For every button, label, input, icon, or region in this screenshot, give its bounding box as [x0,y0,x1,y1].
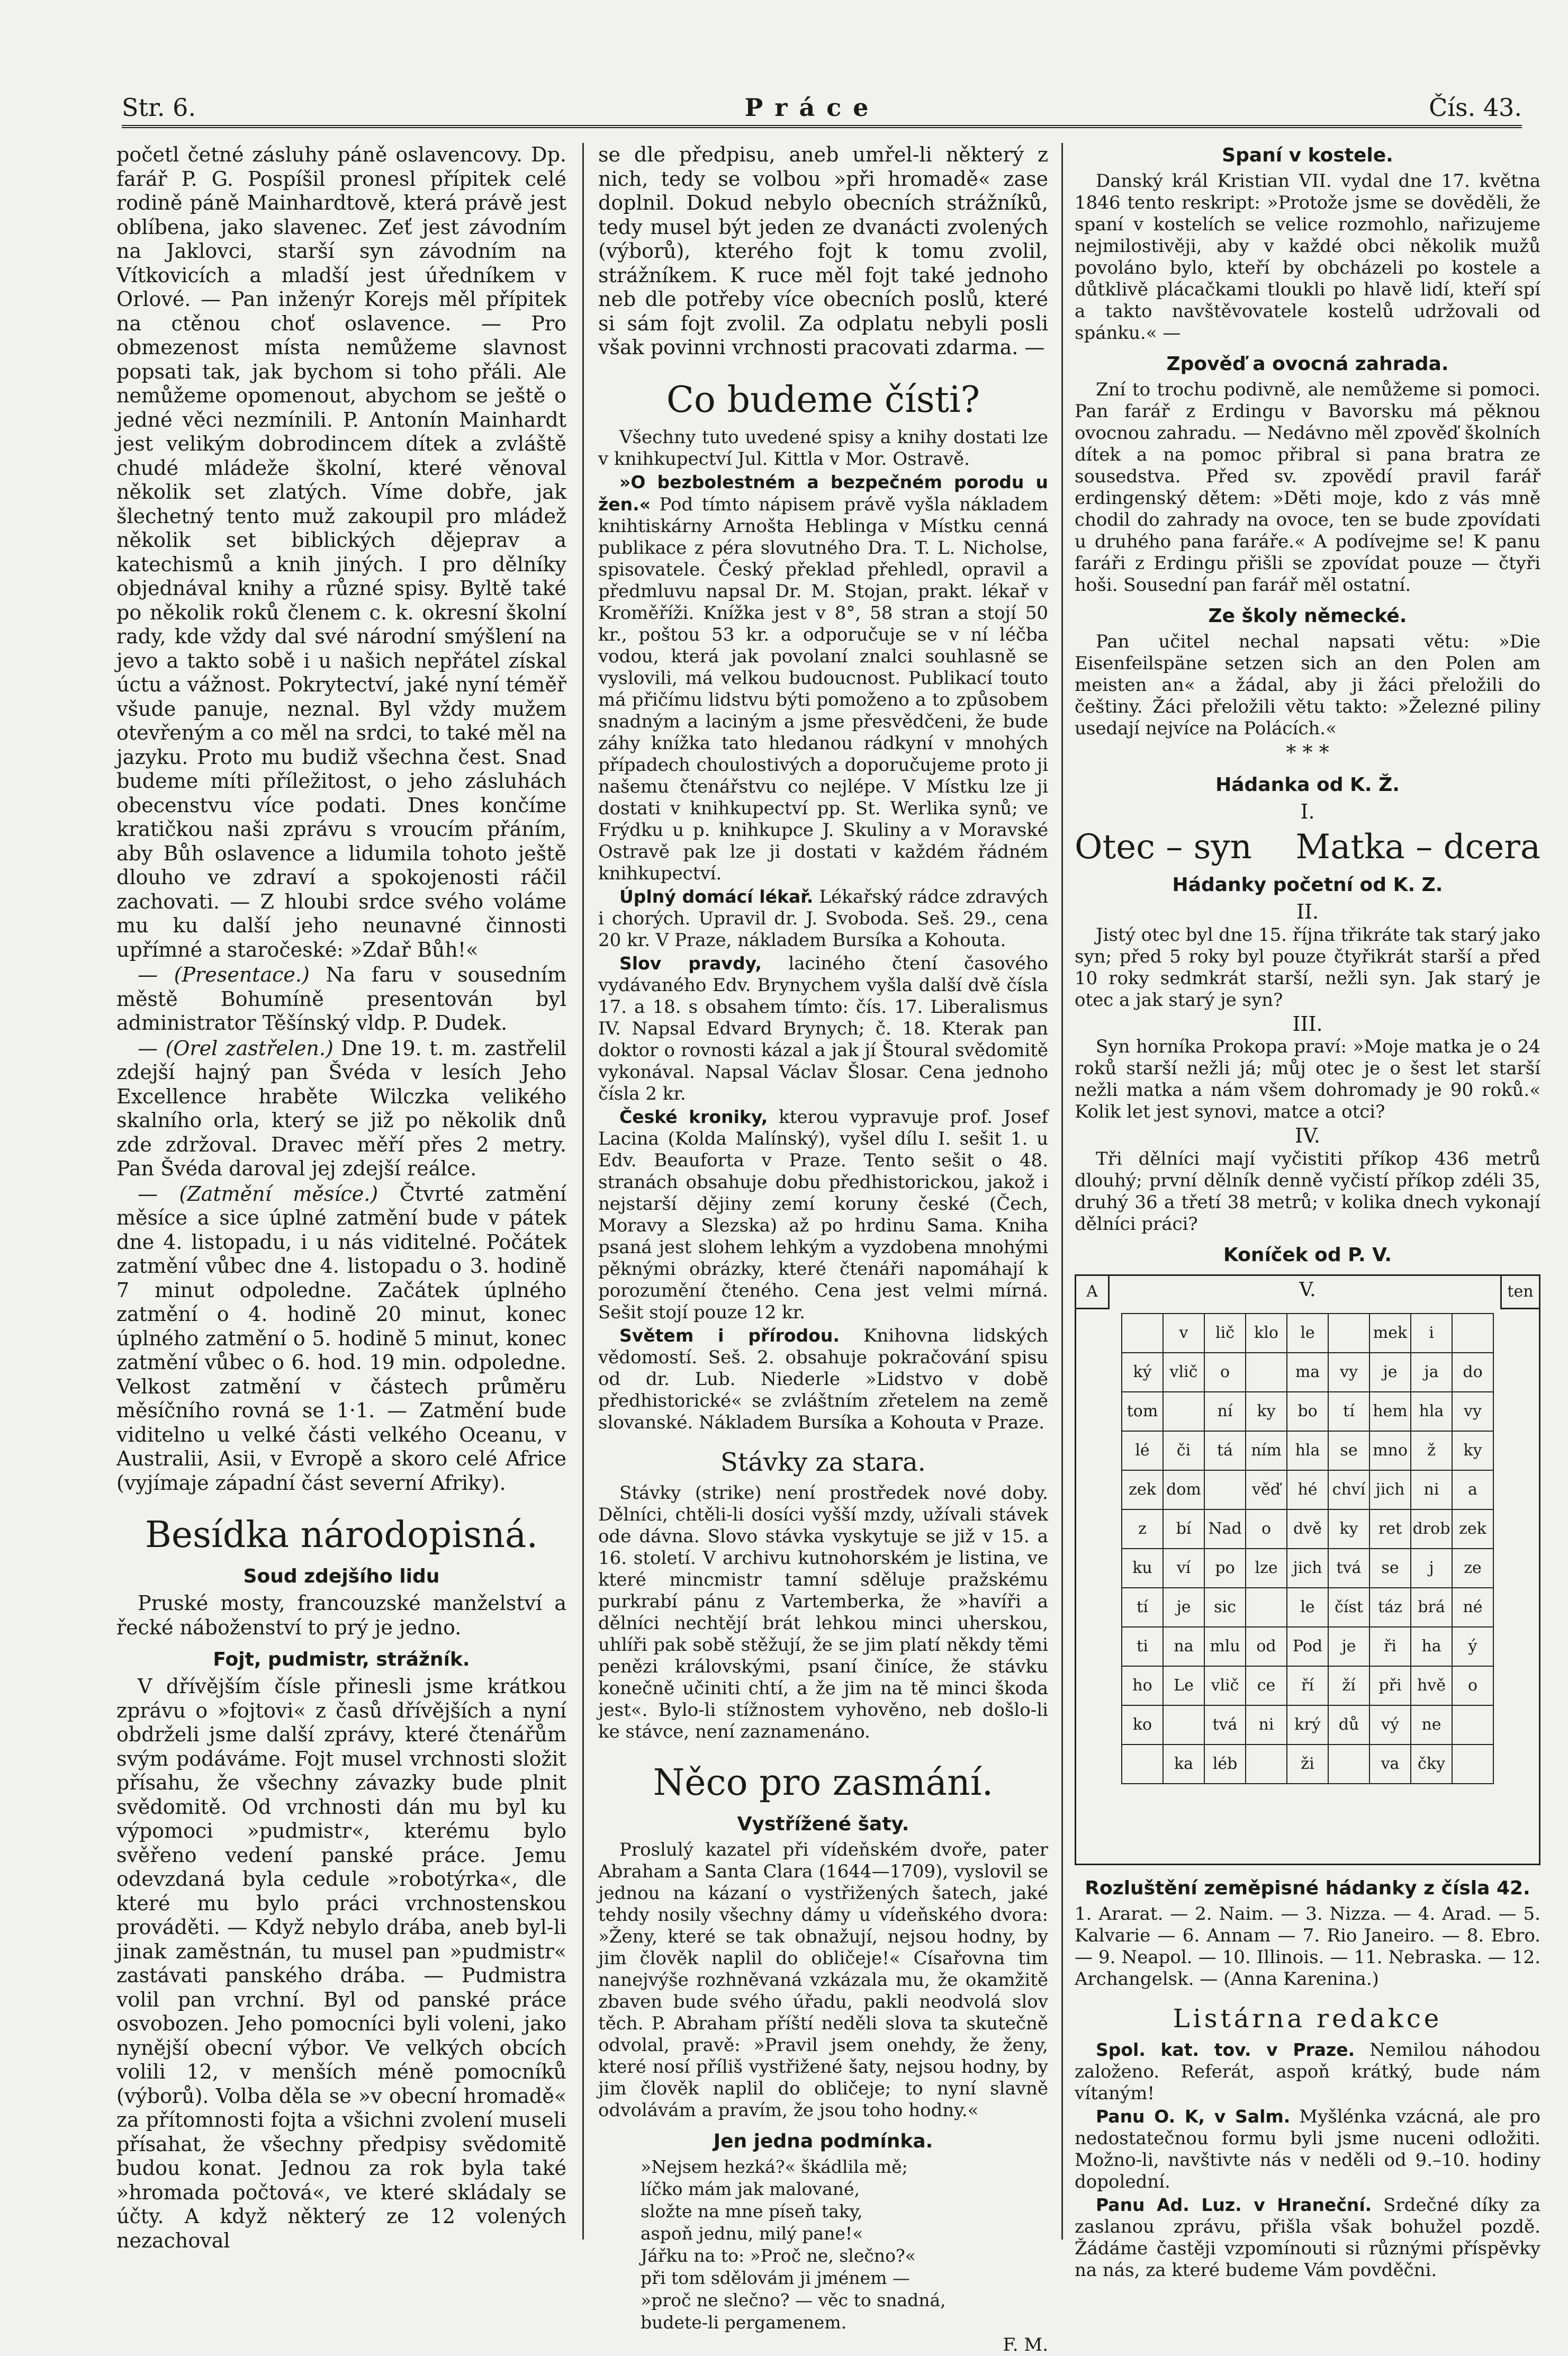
grid-cell [1246,1744,1287,1784]
grid-cell [1246,1588,1287,1627]
grid-cell: brá [1411,1588,1452,1627]
grid-cell [1452,1705,1493,1744]
grid-cell: krý [1287,1705,1328,1744]
news-text: Dne 19. t. m. zastřelil zdejší hajný pan Švéda v lesích Jeho Excellence hraběte Wilczka velikého skalního orla, který se již po několik dnů zde zdržoval. Dravec měří přes 2 metry. Pan Švéda daroval jej zdejší reálce. [116,1036,566,1180]
letter-addressee: Panu Ad. Luz. v Hraneční. [1096,2194,1372,2215]
subheading-spani: Spaní v kostele. [1222,145,1393,166]
solution-text: 1. Ararat. — 2. Naim. — 3. Nizza. — 4. Arad. — 5. Kalvarie — 6. Annam — 7. Rio Janeiro. — 8. Ebro. — 9. Neapol. — 10. Illinois. — 11. Nebraska. — 12. Archangelsk. — (Anna Karenina.) [1075,1903,1540,1990]
grid-cell: ky [1452,1431,1493,1470]
subheading-saty: Vystřížené šaty. [737,1813,909,1835]
grid-cell: ku [1122,1549,1163,1588]
page-number: Str. 6. [122,93,196,122]
book-title: »O bezbolestném a bezpečném porodu u žen.« [598,471,1048,515]
article-paragraph: V dřívějším čísle přinesli jsme krátkou zprávu o »fojtovi« z časů dřívějších a nyní obdrželi jsme další zprávy, které čtenářům svým podáváme. Fojt musel vrchnosti složit přísahu, že všechny závazky bude plnit svědomitě. Od vrchnosti dán mu byl ku výpomoci »pudmistr«, kterému bylo svěřeno vedení panské práce. Jemu odevzdaná byla cedule »robotýrka«, dle které mu bylo práci vrchnostenskou prováděti. — Když nebylo drába, aneb byl-li jinak zaměstnán, tu musel pan »pudmistr« zastávati panského drába. — Pudmistra volil pan vrchní. Byl od panské práce osvobozen. Jeho pomocníci byli voleni, jako nynější obecní výbor. Ve velkých obcích volili 12, v menších méně pomocníků (výborů). Volba děla se »v obecní hromadě« za přítomnosti fojta a všichni zvolení museli přísahat, že všechny předpisy svědomitě budou konat. Jednou za rok byla také »hromada počtová«, ve které skládaly se účty. A když některý ze 12 volených nezachoval [116,1675,566,2252]
grid-cell: hla [1411,1392,1452,1431]
letter-text: Nemilou náhodou založeno. Referát, aspoň krátký, bude nám vítaným! [1075,2039,1540,2104]
grid-row [1122,1470,1493,1509]
roman-numeral: III. [1292,1012,1323,1036]
grid-cell: o [1246,1509,1287,1549]
grid-cell: do [1452,1353,1493,1392]
grid-cell: je [1163,1588,1204,1627]
grid-cell: ví [1163,1549,1204,1588]
grid-cell [1163,1392,1204,1431]
column-right [1075,143,1540,2281]
grid-cell: ni [1246,1705,1287,1744]
subheading-konicek: Koníček od P. V. [1223,1244,1392,1266]
grid-cell: vlič [1204,1666,1246,1705]
grid-cell: Pod [1287,1627,1328,1666]
book-text: kterou vypravuje prof. Josef Lacina (Kolda Malínský), vyšel dílu I. sešit 1. u Edv. Beauforta v Praze. Tento sešit o 48. stranách obsahuje dobu předhistorickou, jakož i nejstarší dějiny zemí koruny české (Čech, Moravy a Slezska) až po hrdinu Sama. Kniha psaná jest slohem lehkým a vyzdobena mnohými pěknými obrázky, které čtenáři napomáhají k porozumění čteného. Cena jest velmi mírná. Sešit stojí pouze 12 kr. [598,1106,1048,1323]
subheading-soud: Soud zdejšího lidu [243,1566,440,1587]
grid-cell: mno [1369,1431,1411,1470]
book-text: laciného čtení časového vydávaného Edv. Brynychem vyšla další dvě čísla 17. a 18. s obsahem tímto: čís. 17. Liberalismus IV. Napsal Edvard Brynych; č. 18. Kterak pan doktor o rovnosti kázal a jak jí Štoural svědomitě vykonával. Napsal Václav Šlosar. Cena jednoho čísla 2 kr. [598,952,1048,1104]
grid-cell: chví [1328,1470,1369,1509]
grid-row [1122,1705,1493,1744]
grid-cell: o [1204,1353,1246,1392]
grid-cell: číst [1328,1588,1369,1627]
letter-item [1075,2106,1540,2193]
subheading-skola: Ze školy německé. [1208,605,1407,627]
book-review [598,1106,1048,1324]
grid-cell: j [1411,1549,1452,1588]
grid-cell: vy [1328,1353,1369,1392]
letter-item [1075,2039,1540,2105]
news-item-presentace [116,963,566,1036]
grid-row [1122,1509,1493,1549]
grid-cell: ží [1328,1666,1369,1705]
section-title-besidka: Besídka národopisná. [145,1514,538,1556]
grid-cell: ži [1287,1744,1328,1784]
grid-cell: bo [1287,1392,1328,1431]
grid-cell: ky [1328,1509,1369,1549]
grid-cell: dů [1328,1705,1369,1744]
grid-cell: ti [1122,1627,1163,1666]
verse-line: líčko mám jak malované, [641,2178,860,2199]
grid-cell: ja [1411,1353,1452,1392]
grid-cell [1452,1744,1493,1784]
article-paragraph: se dle předpisu, aneb umřel-li některý z nich, tedy se volbou »při hromadě« zase doplnil. Dokud nebylo obecních strážníků, tedy musel být jeden ze dvanácti zvolených (výborů), kterého fojt k tomu zvolil, strážníkem. K ruce měl fojt také jednoho neb dle potřeby více obecních poslů, které si sám fojt zvolil. Za odplatu nebyli posli však povinni vrchnosti pracovati zdarma. — [598,143,1048,359]
grid-cell: věď [1246,1470,1287,1509]
grid-cell: v [1163,1314,1204,1353]
grid-cell: ma [1287,1353,1328,1392]
grid-cell: i [1411,1314,1452,1353]
grid-cell: ha [1411,1627,1452,1666]
grid-cell: a [1452,1470,1493,1509]
newspaper-title: Práce [744,93,880,122]
grid-cell: na [1163,1627,1204,1666]
grid-cell: ký [1122,1353,1163,1392]
grid-cell: hvě [1411,1666,1452,1705]
grid-cell: po [1204,1549,1246,1588]
verse-line: »Nejsem hezká?« škádlila mě; [641,2156,908,2177]
book-title: České kroniky, [619,1106,768,1127]
grid-cell: va [1369,1744,1411,1784]
verse-signature: F. M. [1003,2334,1048,2355]
subheading-listarna: Listárna redakce [1173,2003,1443,2034]
grid-row [1122,1588,1493,1627]
book-text: Knihovna lidských vědomostí. Seš. 2. obsahuje pokračování spisu od dr. Lub. Niederle »Lidstvo v době předhistorické« se zvláštním zřetelem na země slovanské. Nákladem Bursíka a Kohouta v Praze. [598,1325,1049,1433]
grid-cell: ří [1287,1666,1328,1705]
grid-cell: ze [1452,1549,1493,1588]
article-paragraph: početl četné zásluhy páně oslavencovy. Dp. farář P. G. Pospíšil pronesl přípitek celé rodině páně Mainhardtově, která právě jest oblíbena, jako slavenec. Zeť jest závodním na Jaklovci, starší syn závodním na Vítkovicích a mladší jest úředníkem v Orlové. — Pan inženýr Korejs měl přípitek na ctěnou choť oslavence. — Pro obmezenost místa nemůžeme slavnost popsati tak, jak bychom si toho přáli. Ale nemůžeme opomenout, abychom se ještě o jedné věci nezmínili. P. Antonín Mainhardt jest velikým dobrodincem dítek a zvláště chudé mládeže školní, které věnoval několik set zlatých. Víme dobře, jak šlechetný tento muž zakoupil pro mládež několik set biblických dějeprav a katechismů a knih jiných. I pro dělníky objednával knihy a různé spisy. Byltě také po několik roků členem c. k. okresní školní rady, kde vždy dal své národní smýšlení na jevo a takto sobě i u našich nepřátel získal úctu a vážnost. Pokrytectví, jaké nyní téměř všude panuje, neznal. Byl vždy mužem otevřeným a co měl na srdci, to také měl na jazyku. Proto mu budiž všechna čest. Snad budeme míti příležitost, o jeho zásluhách obecenstvu více podati. Dnes končíme kratičkou naši zprávu s vroucím přáním, aby Bůh oslavence a lidumila tohoto ještě dlouho ve zdraví a spokojenosti ráčil zachovati. — Z hloubi srdce svého voláme mu ku další jeho neunavné činnosti upřímné a staročeské: »Zdař Bůh!« [116,143,566,961]
book-title: Úplný domácí lékař. [619,886,814,907]
grid-row [1122,1431,1493,1470]
grid-cell: Nad [1204,1509,1246,1549]
section-title-co-budeme-cisti: Co budeme čísti? [666,379,980,421]
grid-cell: ni [1411,1470,1452,1509]
grid-cell: mlu [1204,1627,1246,1666]
grid-cell: tom [1122,1392,1163,1431]
grid-cell [1122,1314,1163,1353]
grid-cell: sic [1204,1588,1246,1627]
article-paragraph: Danský král Kristian VII. vydal dne 17. května 1846 tento reskript: »Protože jsme se dověděli, že spaní v kostelích se velice rozmohlo, nařizujeme nejmilostivěji, aby v každé obci několik mužů povoláno bylo, kteří by obcházeli po kostele a důtklivě plácačkami tloukli po hlavě lidí, kteří spí a takto navštěvovatele kostelů udržovali od spánku.« — [1075,170,1540,344]
riddle-text: Syn horníka Prokopa praví: »Moje matka je o 24 roků starší nežli já; můj otec je o šest let starší nežli matka a nám všem dohromady je 90 roků.« Kolik let jest synovi, matce a otci? [1075,1036,1540,1122]
grid-cell: ne [1411,1705,1452,1744]
grid-cell: jich [1287,1549,1328,1588]
news-text: Čtvrté zatmění měsíce a sice úplné zatmění bude v pátek dne 4. listopadu, i u nás viditelné. Počátek zatmění vůbec dne 4. listopadu o 3. hodině 7 minut odpoledne. Začátek úplného zatmění o 4. hodině 20 minut, konec úplného zatmění o 5. hodině 5 minut, konec zatmění vůbec o 6. hod. 19 min. odpoledne. Velkost zatmění v částech průměru měsíčního rovná se 1·1. — Zatmění bude viditelno u velké části velkého Oceanu, v Australii, Asii, v Evropě a skoro celé Africe (vyjímaje západní část severní Afriky). [116,1182,566,1495]
grid-cell [1163,1705,1204,1744]
grid-cell: mek [1369,1314,1411,1353]
news-item-zatmeni [116,1182,566,1496]
riddle-text: Tři dělníci mají vyčistiti příkop 436 metrů dlouhý; první dělník denně vyčistí příkop zdéli 35, druhý 36 a třetí 38 metrů; v kolika dnech vykonají dělníci práci? [1075,1148,1540,1235]
grid-cell: klo [1246,1314,1287,1353]
grid-row [1122,1549,1493,1588]
grid-cell: tí [1328,1392,1369,1431]
article-paragraph: Stávky (strike) není prostředek nové doby. Dělníci, chtěli-li dosíci vyšší mzdy, užívali stávek ode dávna. Slovo stávka vyskytuje se již v 15. a 16. století. V archivu kutnohorském je listina, ve které mincmistr tamní sděluje pražskému purkrabí pánu z Vartemberka, že »havíři a dělníci nechtějí brát lehkou minci uherskou, uhlíři pak sobě stěžují, že se jim platí někdy těmi penězi královskými, psaní činíce, že stávku konečně učiniti chtí, a že jim na tě minci škoda jest«. Bylo-li stížnostem vyhověno, neb došlo-li ke stávce, není zaznamenáno. [598,1482,1048,1742]
article-paragraph: Pan učitel nechal napsati větu: »Die Eisenfeilspäne setzen sich an den Polen am meisten an« a žádal, aby ji žáci přeložili do češtiny. Žáci přeložili větu takto: »Železné piliny usedají nejvíce na Polácích.« [1075,631,1540,739]
puzzle-label: V. [1299,1279,1316,1301]
grid-cell: je [1328,1627,1369,1666]
verse-line: aspoň jednu, milý pane!« [641,2223,863,2244]
grid-cell: lze [1246,1549,1287,1588]
grid-row [1122,1314,1493,1353]
subheading-hadanka: Hádanka od K. Ž. [1215,774,1400,796]
book-review [598,886,1048,951]
subheading-pocetni: Hádanky početní od K. Z. [1172,874,1443,896]
verse-line: složte na mne píseň taky, [641,2200,863,2222]
article-paragraph: Všechny tuto uvedené spisy a knihy dostati lze v knihkupectví Jul. Kittla v Mor. Ostravě. [598,426,1048,470]
grid-cell: o [1452,1666,1493,1705]
grid-cell: jich [1369,1470,1411,1509]
grid-cell: bí [1163,1509,1204,1549]
corner-start: A [1075,1274,1110,1309]
grid-cell: tvá [1204,1705,1246,1744]
section-title-neco-pro-zasmani: Něco pro zasmání. [653,1761,994,1804]
column-rule [582,143,584,2240]
separator-stars: * * * [1286,741,1329,764]
grid-cell: tí [1122,1588,1163,1627]
book-title: Slov pravdy, [619,952,762,974]
grid-cell: zek [1452,1509,1493,1549]
article-paragraph: Proslulý kazatel při vídeňském dvoře, pater Abraham a Santa Clara (1644—1709), vyslovil se jednou na kázaní o vystřižených šatech, jaké tehdy nosily všechny dámy u vídeňského dvora: »Ženy, které se tak obnažují, nejsou hodny, by jim člověk naplil do obličeje!« Císařovna tim nanejvýše rozhněvaná vzkázala mu, že okamžitě zbaven bude svého úřadu, pakli neodvolá slov těch. P. Abraham příští neděli slova ta skutečně odvolal, pravě: »Pravil jsem onehdy, že ženy, které nosí příliš vystřižené šaty, nejsou hodny, by jim člověk naplil do obličeje; to nyní slavně odvolávám a pravím, že jsou toho hodny.« [598,1839,1048,2121]
verse-line: »proč ne slečno? — věc to snadná, [641,2289,946,2310]
letter-addressee: Panu O. K, v Salm. [1096,2106,1291,2127]
grid-cell: ním [1246,1431,1287,1470]
letter-addressee: Spol. kat. tov. v Praze. [1096,2039,1355,2060]
book-review [598,471,1048,885]
verse-line: při tom sdělovám ji jménem — [641,2267,910,2288]
grid-row [1122,1353,1493,1392]
grid-cell: tá [1204,1431,1246,1470]
grid-cell: ky [1246,1392,1287,1431]
article-paragraph: Zní to trochu podivně, ale nemůžeme si pomoci. Pan farář z Erdingu v Bavorsku má pěknou ovocnou zahradu. — Nedávno měl zpověď školních dítek a na pomoc přibral si pana bratra ze sousedstva. Před sv. zpovědí pravil farář erdingenský dětem: »Děti moje, kdo z vás mně chodil do zahrady na ovoce, ten se bude zpovídati u druhého pana faráře.« A podívejme se! K panu faráři z Erdingu přišli se zpovídat pouze — čtyři hoši. Sousední pan farář měl ostatní. [1075,379,1540,596]
news-label: — (Zatmění měsíce.) [138,1182,379,1206]
grid-cell [1246,1353,1287,1392]
grid-cell: ka [1163,1744,1204,1784]
riddle-left: Otec – syn [1075,828,1252,867]
grid-cell: hé [1287,1470,1328,1509]
riddle-right: Matka – dcera [1295,828,1540,867]
roman-numeral: II. [1296,900,1319,923]
subheading-fojt: Fojt, pudmistr, strážník. [213,1649,470,1670]
grid-cell: vlič [1163,1353,1204,1392]
puzzle-grid [1121,1313,1494,1784]
grid-cell: se [1369,1549,1411,1588]
issue-number: Čís. 43. [1429,93,1522,122]
grid-row [1122,1666,1493,1705]
grid-cell: při [1369,1666,1411,1705]
corner-end: ten [1500,1274,1540,1309]
grid-cell: táz [1369,1588,1411,1627]
grid-cell: ce [1246,1666,1287,1705]
grid-cell: ho [1122,1666,1163,1705]
riddle-otec-matka [1075,826,1540,868]
grid-cell: ní [1204,1392,1246,1431]
grid-cell: čky [1411,1744,1452,1784]
grid-cell [1328,1314,1369,1353]
column-middle [598,143,1049,2355]
book-text: Pod tímto nápisem právě vyšla nákladem knihtiskárny Arnošta Heblinga v Místku cenná publikace z péra slovutného Dra. T. L. Nicholse, spisovatele. Český překlad přehledl, opravil a předmluvu napsal Dr. M. Stojan, prakt. lékař v Kroměříži. Knížka jest v 8°, 58 stran a stojí 50 kr., poštou 53 kr. a odporučuje se v ní léčba vodou, která jak povolaní znalci souhlasně se vyslovili, má velkou budoucnost. Publikací touto má přičímu lidstvu býti pomoženo a to způsobem snadným a laciným a jsme přesvědčeni, že bude záhy knížka tato hledanou rádkyní v mnohých případech choulostivých a doporučujeme proto ji našemu čtenářstvu co nejlépe. V Místku lze ji dostati v knihkupectví pp. St. Werlika synů; ve Frýdku u p. knihkupce J. Skuliny a v Moravské Ostravě pak lze ji dostati v každém řádném knihkupectví. [598,493,1049,884]
grid-cell: z [1122,1509,1163,1549]
grid-cell: se [1328,1431,1369,1470]
news-label: — (Orel zastřelen.) [138,1036,334,1060]
verse-line: budete-li pergamenem. [641,2312,847,2333]
grid-cell: Le [1163,1666,1204,1705]
grid-cell: ret [1369,1509,1411,1549]
grid-row [1122,1744,1493,1784]
grid-cell: léb [1204,1744,1246,1784]
grid-cell: dvě [1287,1509,1328,1549]
grid-cell: ko [1122,1705,1163,1744]
roman-numeral: IV. [1295,1124,1320,1147]
book-review [598,952,1048,1105]
news-label: — (Presentace.) [138,963,310,986]
letter-text: Myšlénka vzácná, ale pro nedostatečnou formu byli jsme nuceni odložiti. Možno-li, navštivte nás v neděli od 9.–10. hodiny dopolední. [1075,2106,1540,2192]
grid-cell: či [1163,1431,1204,1470]
grid-cell: ři [1369,1627,1411,1666]
news-item-orel [116,1037,566,1181]
grid-cell [1328,1744,1369,1784]
book-title: Světem i přírodou. [619,1325,840,1346]
grid-cell: od [1246,1627,1287,1666]
grid-cell [1452,1314,1493,1353]
grid-cell: drob [1411,1509,1452,1549]
subheading-podminka: Jen jedna podmínka. [713,2130,933,2152]
grid-cell: hla [1287,1431,1328,1470]
grid-cell: hem [1369,1392,1411,1431]
news-text: Na faru v sousedním městě Bohumíně presentován byl administrator Těšínský vldp. P. Dudek. [116,963,566,1035]
subheading-stavky: Stávky za stara. [720,1447,926,1477]
grid-cell [1204,1470,1246,1509]
konicek-puzzle [1075,1274,1540,1865]
grid-cell: né [1452,1588,1493,1627]
verse-line: Jářku na to: »Proč ne, slečno?« [641,2245,916,2266]
grid-cell: tvá [1328,1549,1369,1588]
grid-cell [1122,1744,1163,1784]
book-text: Lékařský rádce zdravých i chorých. Upravil dr. J. Svoboda. Seš. 29., cena 20 kr. V Praze, nákladem Bursíka a Kohouta. [598,886,1049,951]
column-rule [1061,143,1063,2240]
grid-cell: le [1287,1588,1328,1627]
book-review [598,1325,1048,1434]
roman-numeral: I. [1300,799,1315,823]
article-paragraph: Pruské mosty, francouzské manželství a řecké náboženství to prý je jedno. [116,1591,566,1639]
subheading-zpoved: Zpověď a ovocná zahrada. [1166,353,1449,375]
grid-row [1122,1627,1493,1666]
riddle-text: Jistý otec byl dne 15. října třikráte tak starý jako syn; před 5 roky byl pouze čtyřikrát starší a před 10 roky sedmkrát starší, nežli syn. Jak starý je otec a jak starý je syn? [1075,924,1540,1011]
grid-cell: vý [1369,1705,1411,1744]
letter-text: Srdečné díky za zaslanou zprávu, přišla však bohužel pozdě. Žádáme častěji vzpomínouti si různými příspěvky na nás, za které budeme Vám povděčni. [1075,2194,1540,2281]
grid-cell: dom [1163,1470,1204,1509]
grid-cell: le [1287,1314,1328,1353]
grid-row [1122,1392,1493,1431]
grid-cell: ž [1411,1431,1452,1470]
grid-cell: zek [1122,1470,1163,1509]
grid-cell: vy [1452,1392,1493,1431]
grid-cell: ý [1452,1627,1493,1666]
column-left [116,143,566,2252]
page-header [122,85,1522,128]
letter-item [1075,2194,1540,2281]
subheading-rozlusteni: Rozluštění zeměpisné hádanky z čísla 42. [1085,1877,1530,1899]
grid-cell: lé [1122,1431,1163,1470]
grid-cell: lič [1204,1314,1246,1353]
grid-cell: je [1369,1353,1411,1392]
